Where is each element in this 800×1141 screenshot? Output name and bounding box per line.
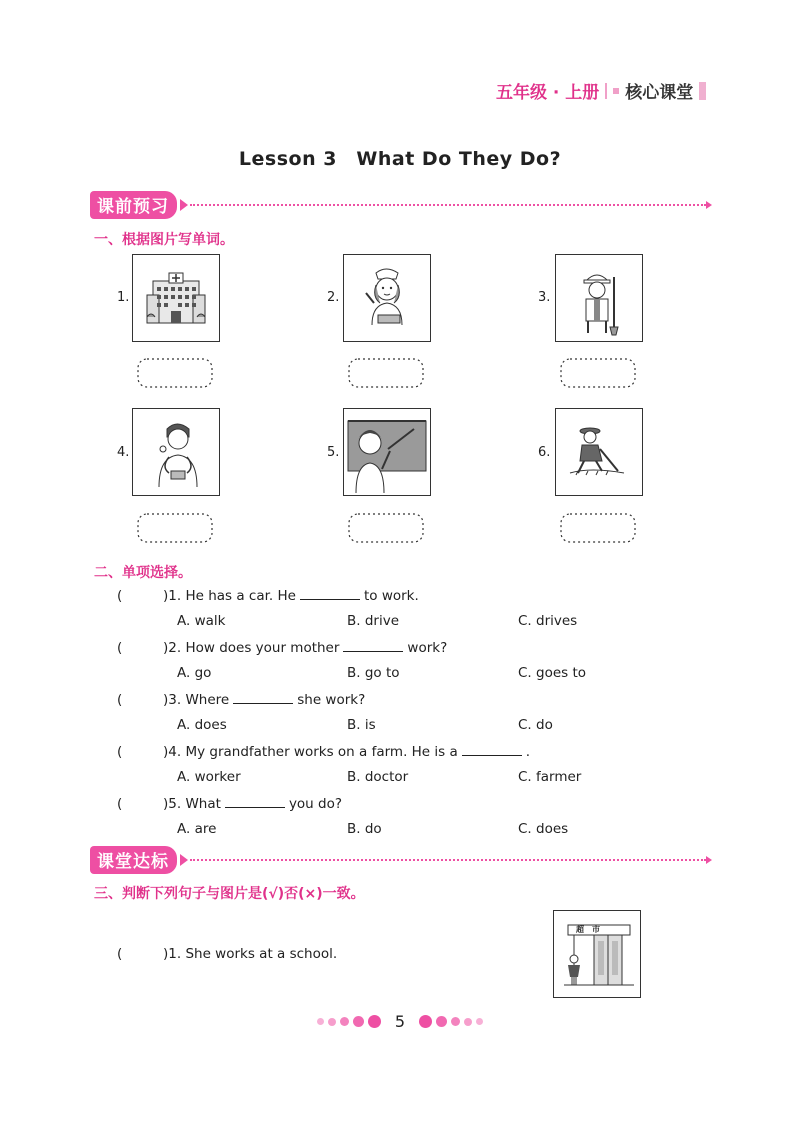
question-number: )3. bbox=[163, 692, 182, 708]
option-c[interactable]: C. do bbox=[518, 717, 553, 733]
question-number: )1. bbox=[163, 588, 182, 604]
question-text: . bbox=[525, 744, 531, 760]
fill-blank[interactable] bbox=[233, 691, 293, 704]
option-a[interactable]: A. are bbox=[177, 821, 217, 837]
option-a[interactable]: A. worker bbox=[177, 769, 241, 785]
question-4 bbox=[117, 743, 530, 760]
page-footer bbox=[0, 1012, 800, 1031]
option-b[interactable]: B. do bbox=[347, 821, 382, 837]
page-number: 5 bbox=[394, 1012, 406, 1031]
answer-box-5[interactable] bbox=[347, 512, 425, 544]
question-1 bbox=[117, 587, 419, 604]
series-label: 核心课堂 bbox=[625, 83, 694, 103]
option-c[interactable]: C. goes to bbox=[518, 665, 587, 681]
question-number: )1. bbox=[163, 946, 182, 962]
question-2 bbox=[117, 639, 447, 656]
footer-dot-icon bbox=[317, 1018, 324, 1025]
footer-dot-icon bbox=[476, 1018, 483, 1025]
fill-blank[interactable] bbox=[343, 639, 403, 652]
answer-box-2[interactable] bbox=[347, 357, 425, 389]
footer-dot-icon bbox=[340, 1017, 349, 1026]
banner-arrow-icon bbox=[706, 201, 712, 209]
option-b[interactable]: B. is bbox=[347, 717, 376, 733]
question-3 bbox=[117, 691, 365, 708]
fill-blank[interactable] bbox=[462, 743, 522, 756]
picture-number: 6. bbox=[538, 445, 551, 460]
task-heading-2: 二、单项选择。 bbox=[94, 565, 192, 581]
option-c[interactable]: C. does bbox=[518, 821, 569, 837]
fill-blank[interactable] bbox=[225, 795, 285, 808]
grade-label: 五年级 · 上册 bbox=[496, 83, 600, 103]
footer-dot-icon bbox=[328, 1018, 336, 1026]
question-text: How does your mother bbox=[185, 640, 340, 656]
footer-dot-icon bbox=[353, 1016, 364, 1027]
banner-triangle-icon bbox=[180, 199, 188, 211]
picture-number: 1. bbox=[117, 290, 130, 305]
section-label: 课前预习 bbox=[90, 191, 177, 219]
shop-sign: 超 市 bbox=[576, 925, 600, 934]
question-text: What bbox=[185, 796, 221, 812]
answer-paren[interactable]: ( bbox=[117, 796, 123, 812]
option-c[interactable]: C. drives bbox=[518, 613, 578, 629]
question-number: )5. bbox=[163, 796, 182, 812]
banner-dotted-line bbox=[190, 859, 706, 861]
answer-box-3[interactable] bbox=[559, 357, 637, 389]
teacher-blackboard-icon bbox=[343, 408, 431, 496]
header-divider bbox=[605, 83, 607, 99]
answer-box-1[interactable] bbox=[136, 357, 214, 389]
header-end-bar bbox=[699, 82, 706, 100]
supermarket-icon bbox=[553, 910, 641, 998]
construction-worker-icon bbox=[555, 254, 643, 342]
footer-dot-icon bbox=[368, 1015, 381, 1028]
option-c[interactable]: C. farmer bbox=[518, 769, 582, 785]
question-text: you do? bbox=[288, 796, 343, 812]
answer-paren[interactable]: ( bbox=[117, 640, 123, 656]
task-heading-1: 一、根据图片写单词。 bbox=[94, 232, 234, 248]
question-number: )4. bbox=[163, 744, 182, 760]
answer-box-4[interactable] bbox=[136, 512, 214, 544]
lesson-title: Lesson 3 What Do They Do? bbox=[238, 148, 562, 170]
picture-number: 4. bbox=[117, 445, 130, 460]
judge-question-1 bbox=[117, 946, 337, 962]
answer-paren[interactable]: ( bbox=[117, 744, 123, 760]
footer-dot-icon bbox=[436, 1016, 447, 1027]
footer-dot-icon bbox=[451, 1017, 460, 1026]
question-text: He has a car. He bbox=[185, 588, 296, 604]
answer-paren[interactable]: ( bbox=[117, 946, 123, 962]
footer-dot-icon bbox=[464, 1018, 472, 1026]
option-b[interactable]: B. doctor bbox=[347, 769, 409, 785]
picture-number: 5. bbox=[327, 445, 340, 460]
fill-blank[interactable] bbox=[300, 587, 360, 600]
farmer-icon bbox=[555, 408, 643, 496]
picture-number: 3. bbox=[538, 290, 551, 305]
option-a[interactable]: A. does bbox=[177, 717, 227, 733]
question-text: work? bbox=[407, 640, 448, 656]
nurse-icon bbox=[343, 254, 431, 342]
section-label: 课堂达标 bbox=[90, 846, 177, 874]
header-series bbox=[496, 78, 706, 103]
hospital-building-icon bbox=[132, 254, 220, 342]
answer-paren[interactable]: ( bbox=[117, 692, 123, 708]
banner-triangle-icon bbox=[180, 854, 188, 866]
option-a[interactable]: A. go bbox=[177, 665, 212, 681]
picture-number: 2. bbox=[327, 290, 340, 305]
question-text: Where bbox=[185, 692, 230, 708]
question-text: She works at a school. bbox=[185, 946, 338, 962]
footer-dot-icon bbox=[419, 1015, 432, 1028]
question-text: My grandfather works on a farm. He is a bbox=[185, 744, 458, 760]
question-text: she work? bbox=[297, 692, 366, 708]
header-square-icon bbox=[613, 88, 619, 94]
banner-arrow-icon bbox=[706, 856, 712, 864]
question-number: )2. bbox=[163, 640, 182, 656]
option-b[interactable]: B. drive bbox=[347, 613, 400, 629]
banner-dotted-line bbox=[190, 204, 706, 206]
question-text: to work. bbox=[363, 588, 419, 604]
answer-paren[interactable]: ( bbox=[117, 588, 123, 604]
option-a[interactable]: A. walk bbox=[177, 613, 226, 629]
task-heading-3: 三、判断下列句子与图片是(√)否(×)一致。 bbox=[94, 886, 365, 902]
section-banner-preview bbox=[90, 192, 712, 218]
doctor-stethoscope-icon bbox=[132, 408, 220, 496]
section-banner-class bbox=[90, 847, 712, 873]
option-b[interactable]: B. go to bbox=[347, 665, 400, 681]
answer-box-6[interactable] bbox=[559, 512, 637, 544]
question-5 bbox=[117, 795, 342, 812]
